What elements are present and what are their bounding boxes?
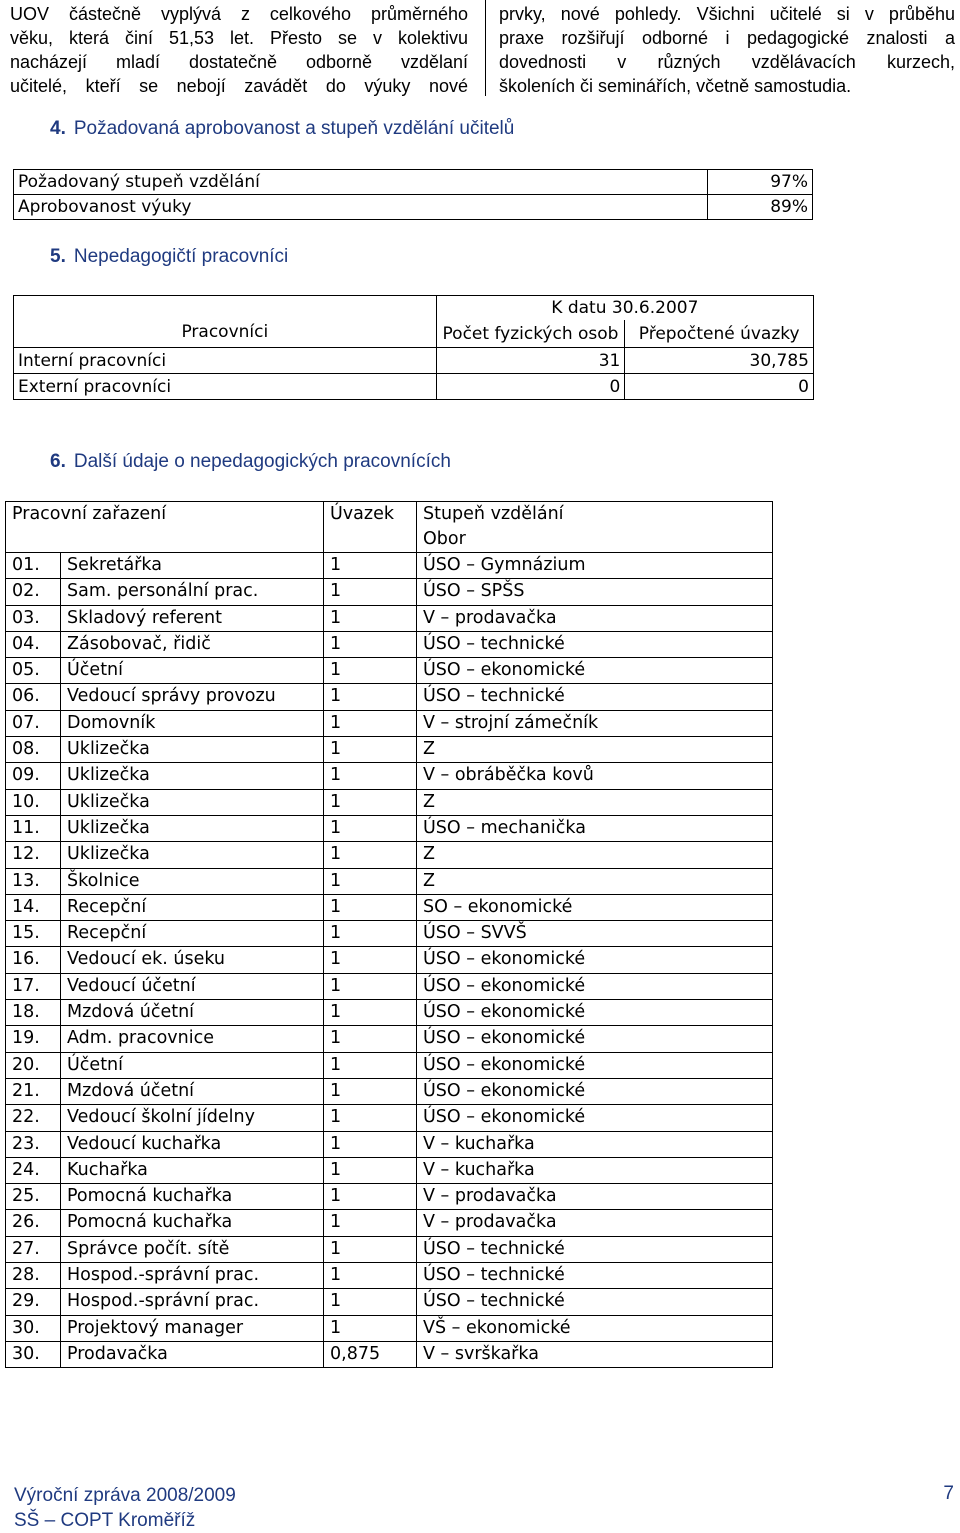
- header-education: [417, 502, 773, 553]
- row-number: 19.: [6, 1026, 61, 1052]
- row-number: 01.: [6, 553, 61, 579]
- row-education: V – prodavačka: [417, 1184, 773, 1210]
- row-workload: 1: [324, 1157, 417, 1183]
- intro-left-line: věku, která činí 51,53 let. Přesto se v kolektivu: [10, 28, 468, 48]
- row-value: 97%: [708, 170, 813, 195]
- row-workload: 1: [324, 1000, 417, 1026]
- header-position: Pracovní zařazení: [6, 502, 324, 553]
- page-number: 7: [943, 1483, 954, 1504]
- row-workload: 1: [324, 763, 417, 789]
- row-education: ÚSO – ekonomické: [417, 973, 773, 999]
- table-row: [6, 842, 773, 868]
- intro-right-line: školeních či seminářích, včetně samostudia.: [499, 76, 852, 96]
- section-6-heading: [50, 451, 451, 473]
- row-number: 25.: [6, 1184, 61, 1210]
- row-position: Domovník: [61, 710, 324, 736]
- header-fte: Přepočtené úvazky: [625, 320, 814, 347]
- row-label: Aprobovanost výuky: [14, 195, 708, 220]
- row-education: V – svrškařka: [417, 1341, 773, 1367]
- table-row: [6, 1263, 773, 1289]
- row-workload: 1: [324, 894, 417, 920]
- qualification-table: [13, 169, 813, 220]
- intro-left-line: UOV částečně vyplývá z celkového průměrného: [10, 4, 468, 24]
- row-position: Vedoucí školní jídelny: [61, 1105, 324, 1131]
- row-position: Sam. personální prac.: [61, 579, 324, 605]
- row-position: Uklizečka: [61, 789, 324, 815]
- table-row: [6, 1078, 773, 1104]
- row-education: ÚSO – ekonomické: [417, 658, 773, 684]
- table-row: [6, 1341, 773, 1367]
- row-education: ÚSO – Gymnázium: [417, 553, 773, 579]
- header-persons: Počet fyzických osob: [436, 320, 625, 347]
- row-number: 26.: [6, 1210, 61, 1236]
- table-row: [6, 1210, 773, 1236]
- row-number: 21.: [6, 1078, 61, 1104]
- table-row: [14, 374, 814, 400]
- row-number: 28.: [6, 1263, 61, 1289]
- row-number: 24.: [6, 1157, 61, 1183]
- table-row: [6, 605, 773, 631]
- table-row: [6, 684, 773, 710]
- row-workload: 1: [324, 973, 417, 999]
- table-row: [6, 553, 773, 579]
- row-position: Uklizečka: [61, 842, 324, 868]
- row-position: Účetní: [61, 658, 324, 684]
- section-title: Další údaje o nepedagogických pracovnících: [73, 451, 451, 472]
- row-workload: 1: [324, 868, 417, 894]
- row-position: Projektový manager: [61, 1315, 324, 1341]
- table-row: [6, 1131, 773, 1157]
- header-workload: Úvazek: [324, 502, 417, 553]
- row-workload: 1: [324, 921, 417, 947]
- row-education: ÚSO – ekonomické: [417, 1026, 773, 1052]
- table-row: [6, 921, 773, 947]
- row-education: ÚSO – ekonomické: [417, 947, 773, 973]
- row-position: Kuchařka: [61, 1157, 324, 1183]
- table-row: [6, 894, 773, 920]
- row-workload: 1: [324, 553, 417, 579]
- footer: [14, 1483, 236, 1533]
- row-number: 13.: [6, 868, 61, 894]
- row-education: V – kuchařka: [417, 1131, 773, 1157]
- row-workload: 1: [324, 947, 417, 973]
- row-persons: 0: [436, 374, 625, 400]
- row-workload: 1: [324, 1289, 417, 1315]
- intro-right-column: [499, 2, 955, 98]
- row-number: 10.: [6, 789, 61, 815]
- row-workload: 1: [324, 842, 417, 868]
- row-position: Recepční: [61, 894, 324, 920]
- section-number: 5.: [50, 246, 66, 267]
- row-education: ÚSO – technické: [417, 1263, 773, 1289]
- row-education: V – kuchařka: [417, 1157, 773, 1183]
- row-number: 29.: [6, 1289, 61, 1315]
- row-education: V – prodavačka: [417, 605, 773, 631]
- row-position: Vedoucí účetní: [61, 973, 324, 999]
- row-number: 15.: [6, 921, 61, 947]
- table-row: [6, 789, 773, 815]
- table-row: [6, 1315, 773, 1341]
- row-number: 30.: [6, 1341, 61, 1367]
- row-number: 30.: [6, 1315, 61, 1341]
- table-row: [6, 579, 773, 605]
- table-row: [6, 658, 773, 684]
- table-row: [6, 1157, 773, 1183]
- row-position: Adm. pracovnice: [61, 1026, 324, 1052]
- row-number: 07.: [6, 710, 61, 736]
- row-position: Skladový referent: [61, 605, 324, 631]
- row-workload: 1: [324, 631, 417, 657]
- row-workload: 1: [324, 605, 417, 631]
- intro-left-line: učitelé, kteří se nebojí zavádět do výuky nové: [10, 76, 468, 96]
- row-position: Uklizečka: [61, 763, 324, 789]
- row-position: Školnice: [61, 868, 324, 894]
- row-education: ÚSO – ekonomické: [417, 1000, 773, 1026]
- row-position: Uklizečka: [61, 737, 324, 763]
- section-title: Požadovaná aprobovanost a stupeň vzdělání učitelů: [73, 118, 515, 139]
- row-position: Správce počít. sítě: [61, 1236, 324, 1262]
- section-number: 4.: [50, 118, 66, 139]
- table-row: [6, 815, 773, 841]
- row-position: Uklizečka: [61, 815, 324, 841]
- row-number: 14.: [6, 894, 61, 920]
- row-number: 17.: [6, 973, 61, 999]
- row-workload: 1: [324, 710, 417, 736]
- section-title: Nepedagogičtí pracovníci: [73, 246, 289, 267]
- row-number: 04.: [6, 631, 61, 657]
- table-header-row: [14, 296, 814, 321]
- row-number: 18.: [6, 1000, 61, 1026]
- section-number: 6.: [50, 451, 66, 472]
- row-position: Pomocná kuchařka: [61, 1184, 324, 1210]
- row-workload: 1: [324, 737, 417, 763]
- table-row: [6, 1052, 773, 1078]
- row-education: Z: [417, 842, 773, 868]
- row-education: Z: [417, 789, 773, 815]
- row-workload: 1: [324, 1105, 417, 1131]
- row-number: 02.: [6, 579, 61, 605]
- row-education: ÚSO – ekonomické: [417, 1078, 773, 1104]
- row-workload: 1: [324, 1026, 417, 1052]
- table-row: [6, 973, 773, 999]
- row-position: Hospod.-správní prac.: [61, 1289, 324, 1315]
- row-workload: 1: [324, 1078, 417, 1104]
- section-5-heading: [50, 246, 288, 268]
- row-persons: 31: [436, 348, 625, 374]
- footer-school-name: SŠ – COPT Kroměříž: [14, 1510, 196, 1531]
- table-row: [14, 170, 813, 195]
- row-position: Účetní: [61, 1052, 324, 1078]
- row-number: 12.: [6, 842, 61, 868]
- row-position: Mzdová účetní: [61, 1078, 324, 1104]
- row-education: ÚSO – ekonomické: [417, 1052, 773, 1078]
- row-workload: 1: [324, 1052, 417, 1078]
- row-workload: 0,875: [324, 1341, 417, 1367]
- row-number: 20.: [6, 1052, 61, 1078]
- row-workload: 1: [324, 815, 417, 841]
- row-label: Interní pracovníci: [14, 348, 437, 374]
- row-workload: 1: [324, 1263, 417, 1289]
- table-row: [6, 631, 773, 657]
- column-divider: [485, 0, 486, 96]
- row-education: V – strojní zámečník: [417, 710, 773, 736]
- table-row: [6, 1236, 773, 1262]
- intro-left-column: [10, 2, 468, 98]
- row-number: 27.: [6, 1236, 61, 1262]
- row-education: ÚSO – mechanička: [417, 815, 773, 841]
- table-row: [6, 1000, 773, 1026]
- non-teaching-staff-table: [13, 295, 814, 400]
- header-workers: Pracovníci: [14, 296, 437, 348]
- row-education: ÚSO – SPŠS: [417, 579, 773, 605]
- row-workload: 1: [324, 1236, 417, 1262]
- row-education: ÚSO – technické: [417, 631, 773, 657]
- row-label: Požadovaný stupeň vzdělání: [14, 170, 708, 195]
- row-education: Z: [417, 868, 773, 894]
- row-number: 05.: [6, 658, 61, 684]
- header-date: K datu 30.6.2007: [436, 296, 813, 321]
- row-position: Mzdová účetní: [61, 1000, 324, 1026]
- row-education: Z: [417, 737, 773, 763]
- row-position: Sekretářka: [61, 553, 324, 579]
- row-workload: 1: [324, 684, 417, 710]
- row-number: 09.: [6, 763, 61, 789]
- row-position: Vedoucí správy provozu: [61, 684, 324, 710]
- row-value: 89%: [708, 195, 813, 220]
- row-education: ÚSO – technické: [417, 684, 773, 710]
- table-row: [6, 1105, 773, 1131]
- row-number: 23.: [6, 1131, 61, 1157]
- row-workload: 1: [324, 658, 417, 684]
- row-position: Prodavačka: [61, 1341, 324, 1367]
- row-number: 22.: [6, 1105, 61, 1131]
- intro-right-line: dovednosti v různých vzdělávacích kurzech,: [499, 52, 955, 72]
- row-workload: 1: [324, 1131, 417, 1157]
- row-education: SO – ekonomické: [417, 894, 773, 920]
- footer-report-title: Výroční zpráva 2008/2009: [14, 1485, 236, 1506]
- table-row: [6, 737, 773, 763]
- row-position: Vedoucí kuchařka: [61, 1131, 324, 1157]
- row-education: ÚSO – technické: [417, 1236, 773, 1262]
- row-position: Vedoucí ek. úseku: [61, 947, 324, 973]
- row-position: Pomocná kuchařka: [61, 1210, 324, 1236]
- row-education: VŠ – ekonomické: [417, 1315, 773, 1341]
- header-education-level: Stupeň vzdělání: [423, 504, 564, 524]
- staff-details-table: [5, 501, 773, 1368]
- row-workload: 1: [324, 1210, 417, 1236]
- row-workload: 1: [324, 789, 417, 815]
- intro-left-line: nacházejí mladí dostatečně odborně vzdělaní: [10, 52, 468, 72]
- row-number: 16.: [6, 947, 61, 973]
- table-row: [14, 195, 813, 220]
- row-workload: 1: [324, 579, 417, 605]
- row-position: Recepční: [61, 921, 324, 947]
- row-education: V – obráběčka kovů: [417, 763, 773, 789]
- table-row: [6, 947, 773, 973]
- row-workload: 1: [324, 1315, 417, 1341]
- row-number: 03.: [6, 605, 61, 631]
- table-row: [6, 1184, 773, 1210]
- row-education: ÚSO – technické: [417, 1289, 773, 1315]
- row-position: Zásobovač, řidič: [61, 631, 324, 657]
- section-4-heading: [50, 118, 514, 140]
- intro-right-line: prvky, nové pohledy. Všichni učitelé si v průběhu: [499, 4, 955, 24]
- row-number: 06.: [6, 684, 61, 710]
- row-education: ÚSO – SVVŠ: [417, 921, 773, 947]
- table-row: [14, 348, 814, 374]
- row-number: 11.: [6, 815, 61, 841]
- table-header-row: [6, 502, 773, 553]
- row-education: V – prodavačka: [417, 1210, 773, 1236]
- row-fte: 0: [625, 374, 814, 400]
- row-label: Externí pracovníci: [14, 374, 437, 400]
- row-education: ÚSO – ekonomické: [417, 1105, 773, 1131]
- row-fte: 30,785: [625, 348, 814, 374]
- table-row: [6, 868, 773, 894]
- table-row: [6, 710, 773, 736]
- header-field: Obor: [423, 529, 466, 549]
- table-row: [6, 1026, 773, 1052]
- intro-right-line: praxe rozšiřují odborné i pedagogické znalosti a: [499, 28, 955, 48]
- row-number: 08.: [6, 737, 61, 763]
- table-row: [6, 763, 773, 789]
- row-position: Hospod.-správní prac.: [61, 1263, 324, 1289]
- row-workload: 1: [324, 1184, 417, 1210]
- table-row: [6, 1289, 773, 1315]
